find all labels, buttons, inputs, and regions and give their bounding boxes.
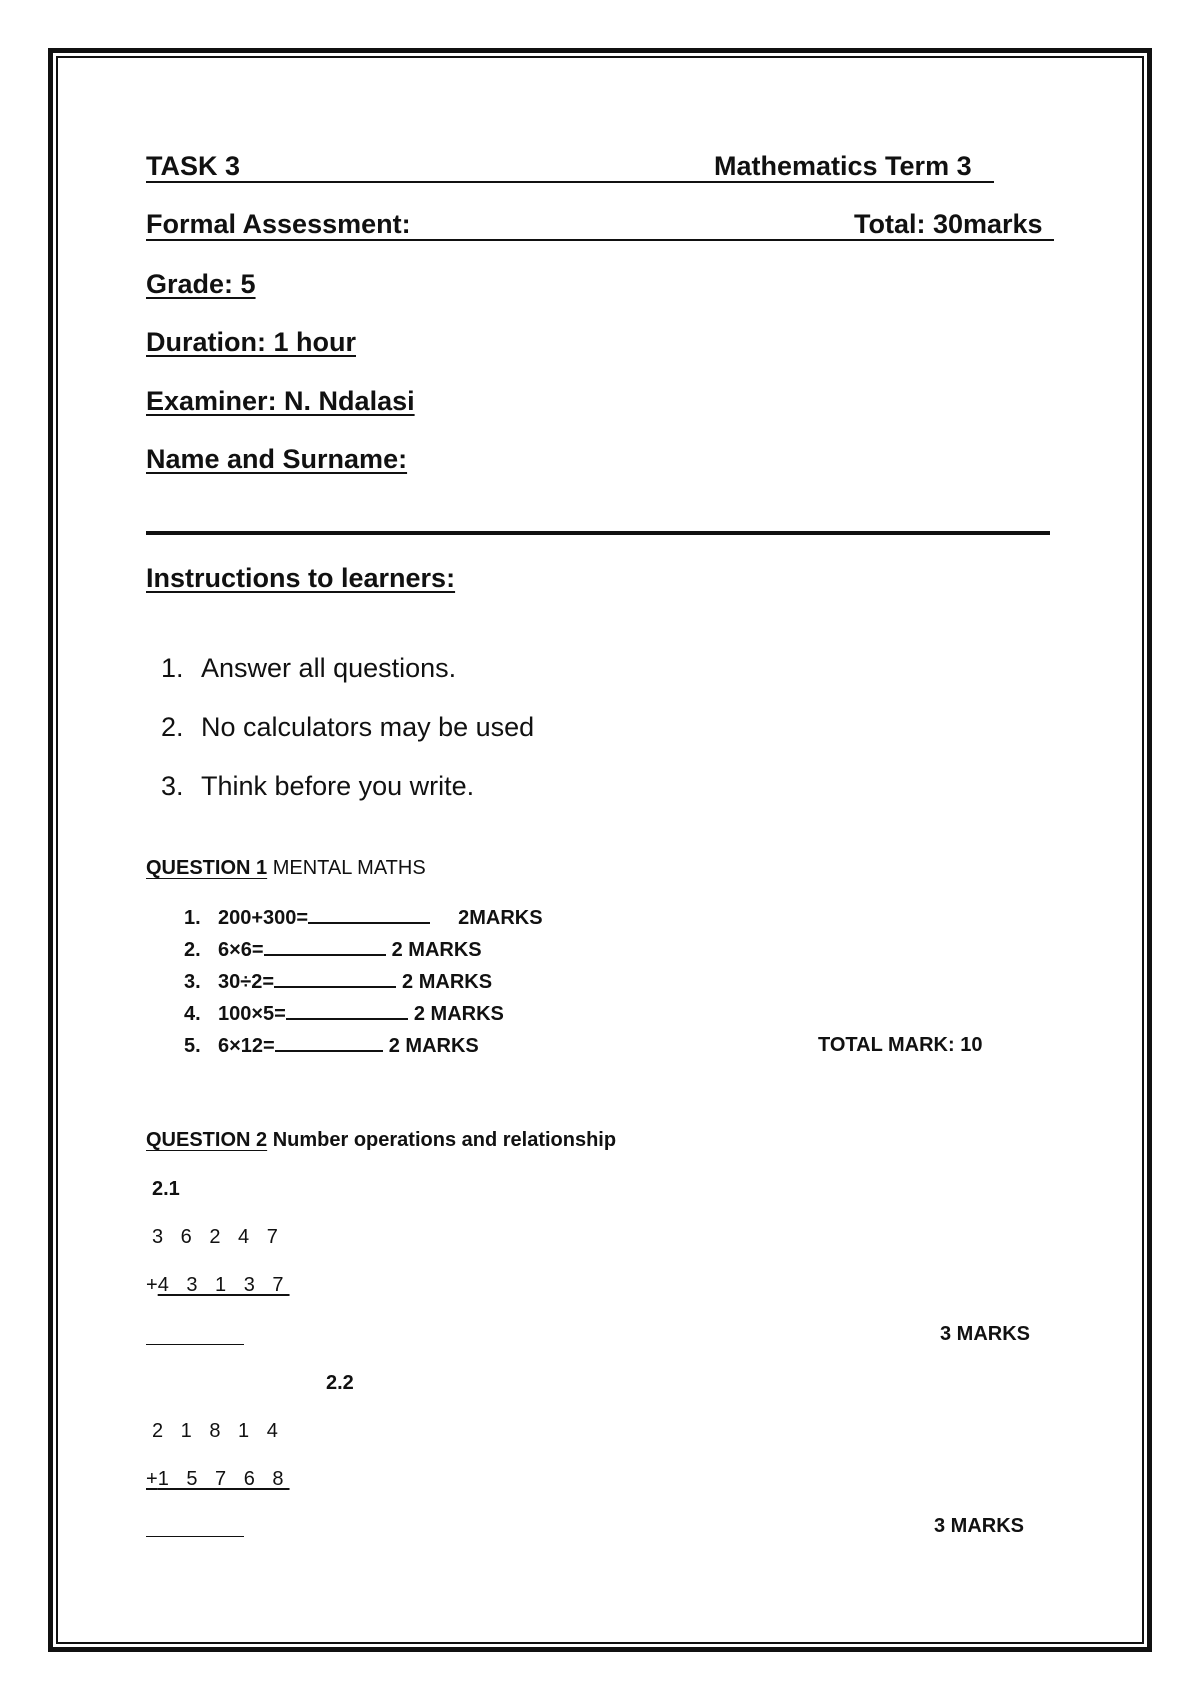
q1-item <box>184 968 492 995</box>
q1-item-marks: 2 MARKS <box>402 971 493 993</box>
task-underline <box>146 181 994 183</box>
q2-bottom-number: 1 5 7 6 8 <box>157 1468 290 1490</box>
plus-sign: + <box>146 1468 158 1490</box>
q1-item-number: 4. <box>184 1003 201 1025</box>
q1-item-expression: 30÷2= <box>218 971 275 993</box>
instruction-item <box>146 679 534 743</box>
instruction-text: Answer all questions. <box>201 653 457 683</box>
answer-blank[interactable] <box>275 1032 383 1052</box>
plus-sign: + <box>146 1274 158 1296</box>
assessment-label: Formal Assessment: <box>146 209 411 239</box>
q1-item-marks: 2 MARKS <box>388 1035 479 1057</box>
name-surname-label: Name and Surname: <box>146 444 408 474</box>
q1-item-number: 2. <box>184 939 201 961</box>
instruction-number: 1. <box>161 653 184 683</box>
q1-item-expression: 100×5= <box>218 1003 286 1025</box>
q1-item <box>184 936 482 963</box>
q2-part-marks: 3 MARKS <box>934 1515 1025 1537</box>
name-answer-line <box>146 531 1050 535</box>
q1-item-expression: 6×12= <box>218 1035 275 1057</box>
q2-part-number: 2.2 <box>326 1372 354 1394</box>
q1-item <box>184 904 543 931</box>
q2-top-number: 2 1 8 1 4 <box>152 1420 284 1442</box>
q1-item <box>184 1032 479 1059</box>
q2-bottom-number: 4 3 1 3 7 <box>157 1274 290 1296</box>
duration-label: Duration: 1 hour <box>146 327 356 357</box>
question1-total: TOTAL MARK: 10 <box>818 1034 983 1056</box>
assessment-underline <box>146 239 1054 241</box>
question2-title: Number operations and relationship <box>272 1129 617 1151</box>
instruction-item <box>146 620 456 684</box>
q2-part-number: 2.1 <box>152 1178 180 1200</box>
instruction-number: 2. <box>161 712 184 742</box>
q1-item-expression: 6×6= <box>218 939 264 961</box>
question2-heading <box>146 1127 616 1153</box>
question1-heading <box>146 855 426 881</box>
subject-label: Mathematics Term 3 <box>714 151 972 181</box>
q1-item-number: 5. <box>184 1035 201 1057</box>
q1-item-number: 3. <box>184 971 201 993</box>
q2-addend-row <box>146 1272 290 1298</box>
q1-item-marks: 2 MARKS <box>413 1003 504 1025</box>
grade-label: Grade: 5 <box>146 269 256 299</box>
instruction-text: No calculators may be used <box>201 712 535 742</box>
q2-answer-line[interactable] <box>146 1344 244 1345</box>
question1-title: MENTAL MATHS <box>272 857 426 879</box>
q2-answer-line[interactable] <box>146 1536 244 1537</box>
instruction-number: 3. <box>161 771 184 801</box>
answer-blank[interactable] <box>274 968 396 988</box>
instruction-text: Think before you write. <box>201 771 475 801</box>
q2-part-marks: 3 MARKS <box>940 1323 1031 1345</box>
q1-item-expression: 200+300= <box>218 907 309 929</box>
q2-top-number: 3 6 2 4 7 <box>152 1226 284 1248</box>
instructions-title: Instructions to learners: <box>146 563 456 593</box>
answer-blank[interactable] <box>286 1000 408 1020</box>
answer-blank[interactable] <box>264 936 386 956</box>
q1-item-marks: 2 MARKS <box>391 939 482 961</box>
total-label: Total: 30marks <box>854 209 1043 239</box>
q1-item-marks: 2MARKS <box>458 907 543 929</box>
question1-label: QUESTION 1 <box>146 857 268 879</box>
instruction-item <box>146 738 474 802</box>
answer-blank[interactable] <box>308 904 430 924</box>
q1-item <box>184 1000 504 1027</box>
q2-addend-row <box>146 1466 290 1492</box>
q1-item-number: 1. <box>184 907 201 929</box>
task-label: TASK 3 <box>146 151 241 181</box>
question2-label: QUESTION 2 <box>146 1129 268 1151</box>
examiner-label: Examiner: N. Ndalasi <box>146 386 415 416</box>
